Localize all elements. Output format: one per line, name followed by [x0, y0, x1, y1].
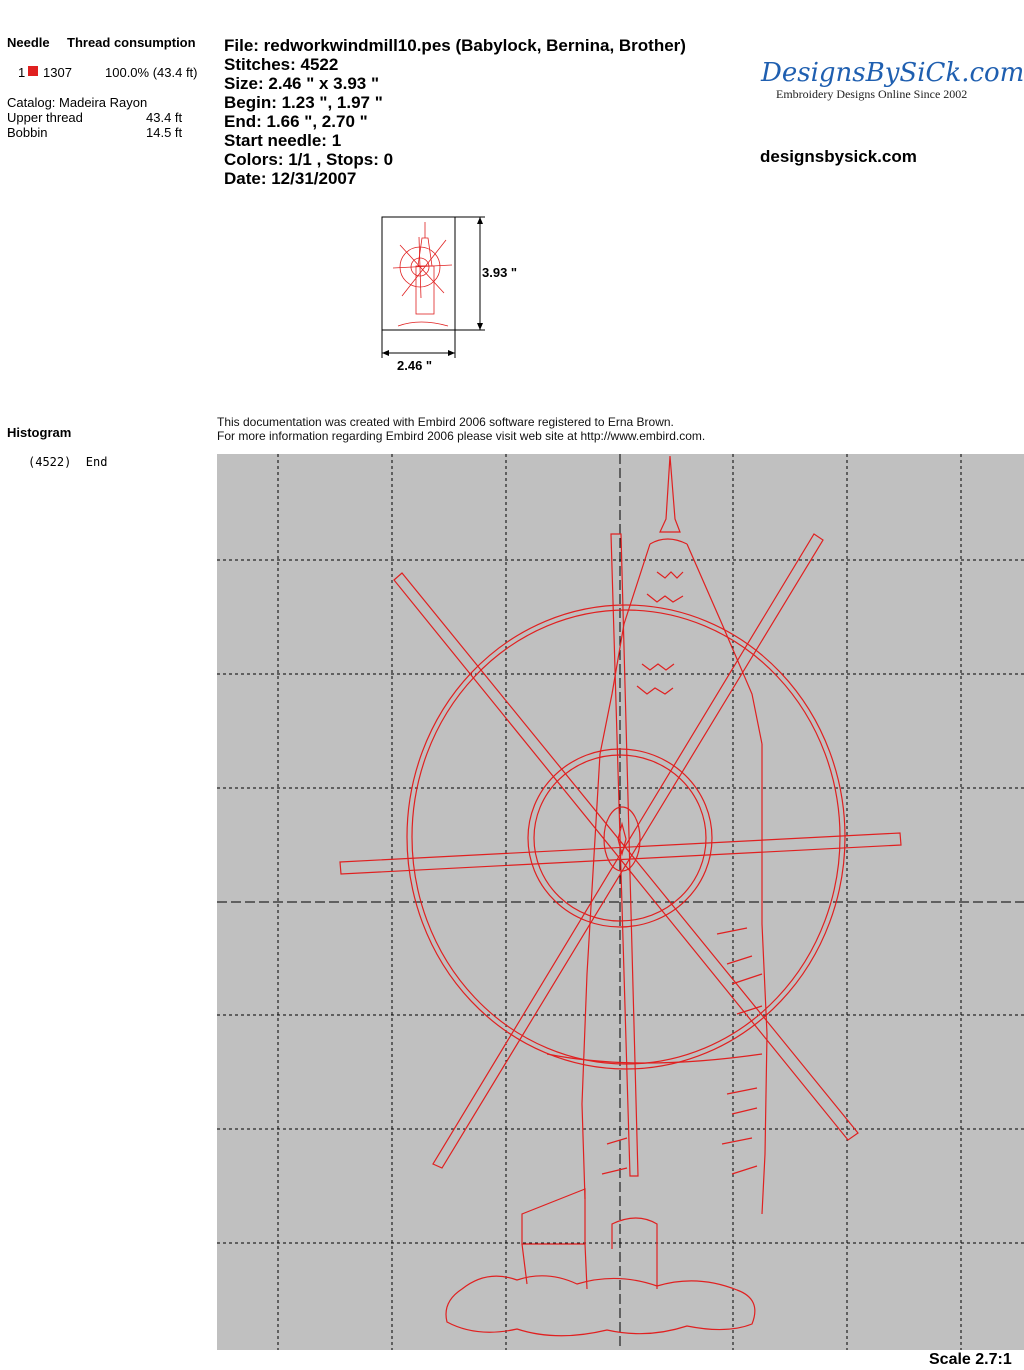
scale-label: Scale 2.7:1 [929, 1351, 1012, 1368]
start-needle: Start needle: 1 [224, 131, 342, 150]
notice-line-2: For more information regarding Embird 2006 please visit web site at http://www.embird.com. [217, 429, 706, 443]
center-axes [217, 454, 1024, 1350]
upper-thread-value: 43.4 ft [146, 110, 183, 125]
bobbin-label: Bobbin [7, 125, 48, 140]
begin-position: Begin: 1.23 ", 1.97 " [224, 93, 383, 112]
thread-usage: 100.0% (43.4 ft) [105, 65, 198, 80]
catalog-label: Catalog: Madeira Rayon [7, 95, 148, 110]
brand-logo: DesignsBySiCk.com [761, 58, 1024, 88]
histogram-entry: (4522) End [28, 455, 108, 469]
design-size: Size: 2.46 " x 3.93 " [224, 74, 380, 93]
notice-line-1: This documentation was created with Embird 2006 software registered to Erna Brown. [217, 415, 674, 429]
histogram-title: Histogram [7, 425, 72, 440]
bobbin-value: 14.5 ft [146, 125, 183, 140]
stitch-count: Stitches: 4522 [224, 55, 339, 74]
height-dimension-label: 3.93 " [482, 265, 518, 280]
width-dimension-label: 2.46 " [397, 358, 433, 373]
end-position: End: 1.66 ", 2.70 " [224, 112, 368, 131]
colors-stops: Colors: 1/1 , Stops: 0 [224, 150, 394, 169]
brand-tagline: Embroidery Designs Online Since 2002 [776, 87, 968, 101]
design-date: Date: 12/31/2007 [224, 169, 357, 188]
thread-consumption-header: Thread consumption [67, 35, 196, 50]
thread-color-swatch [28, 66, 38, 76]
software-notice [217, 415, 705, 443]
file-name: File: redworkwindmill10.pes (Babylock, Bernina, Brother) [224, 36, 686, 55]
upper-thread-label: Upper thread [7, 110, 83, 125]
stitch-canvas [217, 454, 1024, 1350]
design-preview [370, 208, 540, 378]
thread-color-code: 1307 [43, 65, 72, 80]
file-info [224, 36, 686, 188]
needle-header: Needle [7, 35, 50, 50]
windmill-design [217, 454, 1024, 1350]
website-link[interactable]: designsbysick.com [760, 147, 917, 166]
needle-number: 1 [18, 65, 26, 80]
